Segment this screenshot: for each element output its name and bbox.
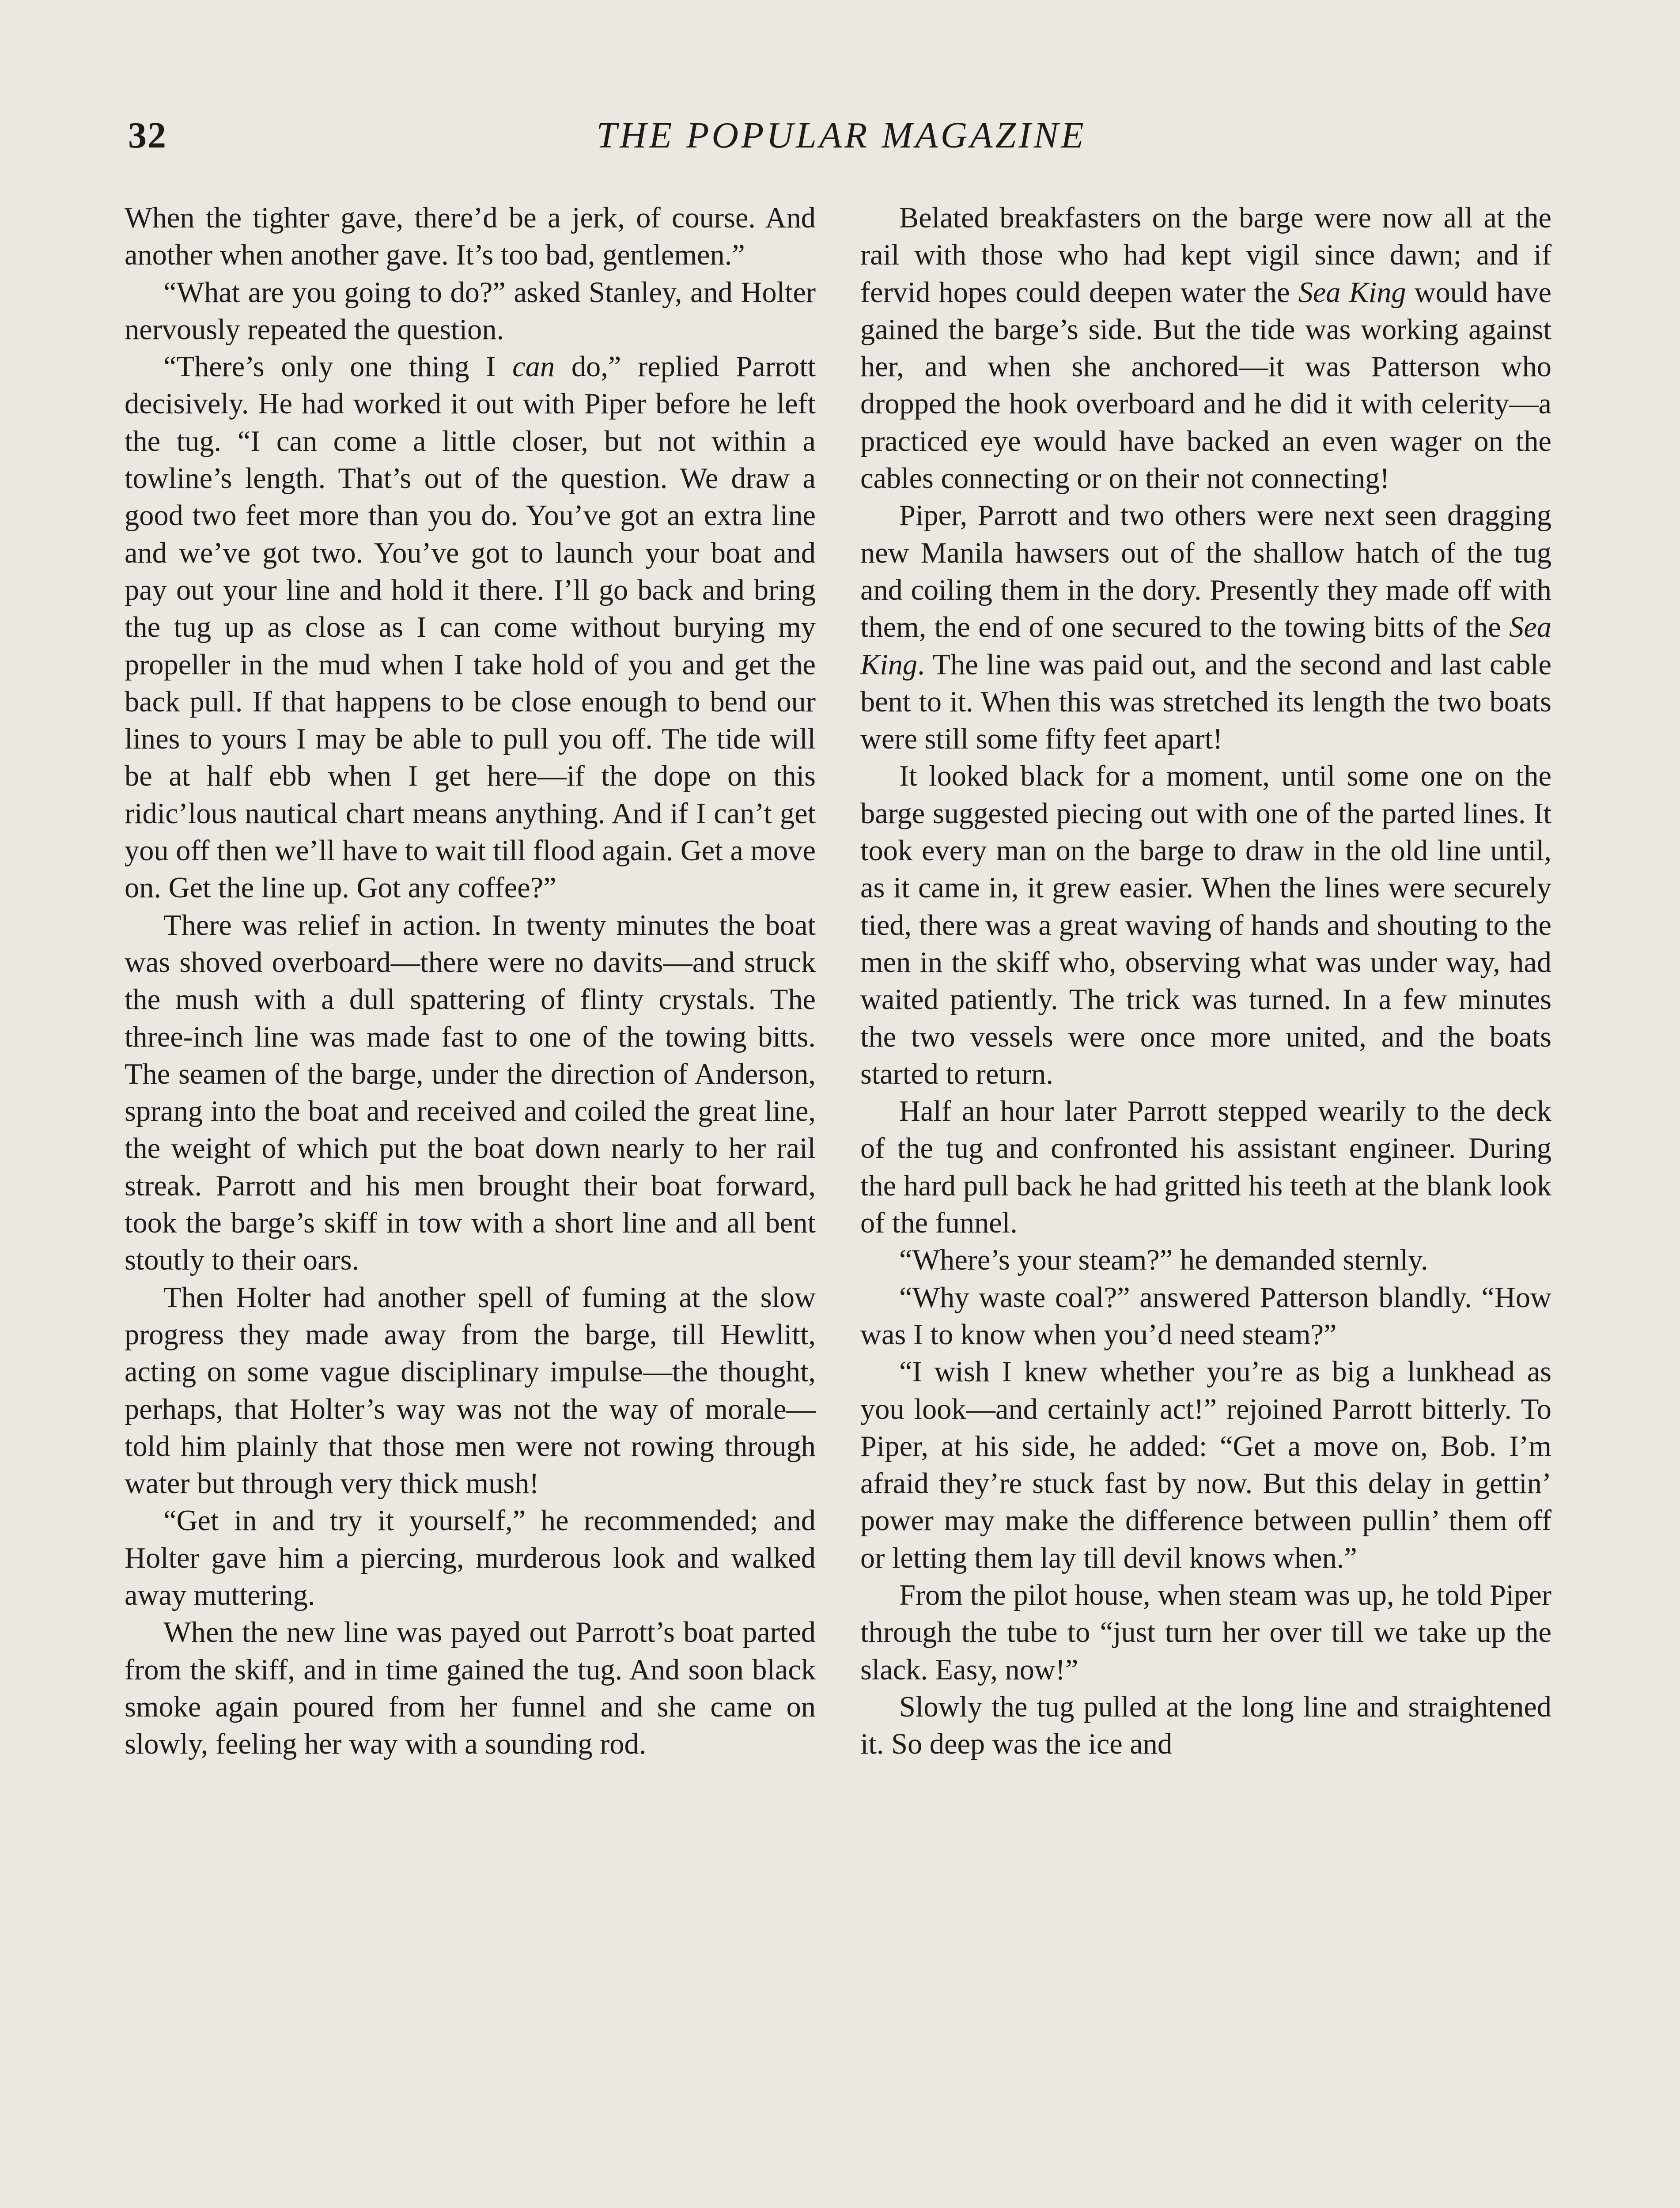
paragraph: When the tighter gave, there’d be a jerk, of course. And another when another gave. It’s too bad, gentlemen.” (125, 202, 816, 272)
paragraph: “Where’s your steam?” he demanded sternly. (899, 1244, 1428, 1277)
paragraph: “There’s only one thing I can do,” replied Parrott decisively. He had worked it out with Piper before he left the tug. “I can come a little closer, but not within a towline’s length. That’s out of the question. We draw a good two feet more than you do. You’ve got an extra line and we’ve got two. You’ve got to launch your boat and pay out your line and hold it there. I’ll go back and bring the tug up as close as I can come without burying my propeller in the mud when I take hold of you and get the back pull. If that happens to be close enough to bend our lines to yours I may be able to pull you off. The tide will be at half ebb when I get here—if the dope on this ridic’lous nautical chart means anything. And if I can’t get you off then we’ll have to wait till flood again. Get a move on. Get the line up. Got any coffee?” (125, 351, 816, 904)
paragraph: “Get in and try it yourself,” he recommended; and Holter gave him a piercing, murderous look and walked away muttering. (125, 1505, 816, 1611)
paragraph: Then Holter had another spell of fuming at the slow progress they made away from the barge, till Hewlitt, acting on some vague disciplinary impulse—the thought, perhaps, that Holter’s way was not the way of morale—told him plainly that those men were not rowing through water but through very thick mush! (125, 1281, 816, 1500)
paragraph: It looked black for a moment, until some one on the barge suggested piecing out with one of the parted lines. It took every man on the barge to draw in the old line until, as it came in, it grew easier. When the lines were securely tied, there was a great waving of hands and shouting to the men in the skiff who, observing what was under way, had waited patiently. The trick was turned. In a few minutes the two vessels were once more united, and the boats started to return. (860, 760, 1551, 1090)
right-column (860, 200, 1551, 2208)
running-head: THE POPULAR MAGAZINE (596, 115, 1086, 156)
paragraph: Piper, Parrott and two others were next seen dragging new Manila hawsers out of the shallow hatch of the tug and coiling them in the dory. Presently they made off with them, the end of one secured to the towing bitts of the Sea King. The line was paid out, and the second and last cable bent to it. When this was stretched its length the two boats were still some fifty feet apart! (860, 499, 1551, 756)
paragraph: When the new line was payed out Parrott’s boat parted from the skiff, and in time gained the tug. And soon black smoke again poured from her funnel and she came on slowly, feeling her way with a sounding rod. (125, 1616, 816, 1761)
paragraph: From the pilot house, when steam was up, he told Piper through the tube to “just turn her over till we take up the slack. Easy, now!” (860, 1579, 1551, 1686)
paragraph: Half an hour later Parrott stepped wearily to the deck of the tug and confronted his assistant engineer. During the hard pull back he had gritted his teeth at the blank look of the funnel. (860, 1095, 1551, 1240)
page-header (128, 114, 1555, 171)
paragraph: “I wish I knew whether you’re as big a lunkhead as you look—and certainly act!” rejoined Parrott bitterly. To Piper, at his side, he added: “Get a move on, Bob. I’m afraid they’re stuck fast by now. But this delay in gettin’ power may make the difference between pullin’ them off or letting them lay till devil knows when.” (860, 1356, 1551, 1574)
left-column (125, 200, 816, 2208)
paragraph: “What are you going to do?” asked Stanley, and Holter nervously repeated the question. (125, 276, 816, 346)
italic-ship-name: Sea King (860, 611, 1551, 681)
page-number: 32 (128, 115, 167, 156)
emphasized-word: can (512, 351, 555, 383)
paragraph: Belated breakfasters on the barge were now all at the rail with those who had kept vigil since dawn; and if fervid hopes could deepen water the Sea King would have gained the barge’s side. But the tide was working against her, and when she anchored—it was Patterson who dropped the hook overboard and he did it with celerity—a practiced eye would have backed an even wager on the cables connecting or on their not connecting! (860, 202, 1551, 495)
italic-ship-name: Sea King (1298, 276, 1406, 309)
paragraph: Slowly the tug pulled at the long line and straightened it. So deep was the ice and (860, 1690, 1551, 1761)
paragraph: There was relief in action. In twenty minutes the boat was shoved overboard—there were no davits—and struck the mush with a dull spattering of flinty crystals. The three-inch line was made fast to one of the towing bitts. The seamen of the barge, under the direction of Anderson, sprang into the boat and received and coiled the great line, the weight of which put the boat down nearly to her rail streak. Parrott and his men brought their boat forward, took the barge’s skiff in tow with a short line and all bent stoutly to their oars. (125, 909, 816, 1277)
paragraph: “Why waste coal?” answered Patterson blandly. “How was I to know when you’d need steam?” (860, 1281, 1551, 1351)
